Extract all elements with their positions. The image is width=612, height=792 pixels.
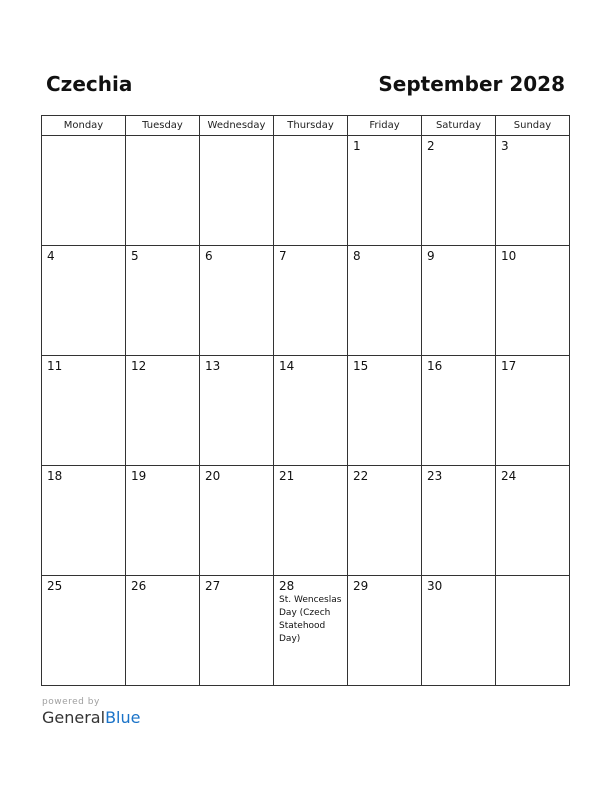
day-number: 29	[353, 579, 369, 593]
day-number: 30	[427, 579, 443, 593]
weekday-header-friday: Friday	[348, 116, 422, 136]
day-cell	[200, 466, 274, 576]
weekday-header-wednesday: Wednesday	[200, 116, 274, 136]
day-cell	[348, 466, 422, 576]
day-number: 18	[47, 469, 63, 483]
day-cell	[496, 466, 570, 576]
day-cell	[126, 466, 200, 576]
day-cell	[42, 576, 126, 686]
day-cell	[200, 136, 274, 246]
day-cell	[422, 576, 496, 686]
day-number: 22	[353, 469, 369, 483]
day-number: 28	[279, 579, 295, 593]
day-number: 3	[501, 139, 509, 153]
day-number: 4	[47, 249, 55, 263]
day-cell	[496, 246, 570, 356]
day-cell	[348, 576, 422, 686]
day-cell	[496, 576, 570, 686]
holiday-label: St. Wenceslas Day (Czech Statehood Day)	[279, 595, 342, 644]
day-cell	[42, 246, 126, 356]
day-cell	[348, 136, 422, 246]
brand-blue-text: Blue	[105, 708, 141, 727]
day-number: 11	[47, 359, 63, 373]
day-number: 8	[353, 249, 361, 263]
country-title: Czechia	[46, 72, 133, 96]
day-number: 12	[131, 359, 147, 373]
day-number: 16	[427, 359, 443, 373]
day-number: 20	[205, 469, 221, 483]
day-cell	[126, 576, 200, 686]
day-cell	[42, 136, 126, 246]
brand-logo[interactable]	[42, 708, 140, 728]
day-number: 23	[427, 469, 443, 483]
day-number: 26	[131, 579, 147, 593]
day-cell	[274, 356, 348, 466]
footer-branding	[42, 696, 140, 728]
day-cell	[348, 356, 422, 466]
day-cell	[200, 356, 274, 466]
day-number: 2	[427, 139, 435, 153]
day-cell	[42, 356, 126, 466]
day-cell	[126, 136, 200, 246]
day-cell	[422, 466, 496, 576]
day-number: 13	[205, 359, 221, 373]
day-cell-holiday	[274, 576, 348, 686]
weekday-header-saturday: Saturday	[422, 116, 496, 136]
weekday-header-monday: Monday	[42, 116, 126, 136]
day-cell	[422, 246, 496, 356]
day-number: 7	[279, 249, 287, 263]
day-number: 14	[279, 359, 295, 373]
day-number: 5	[131, 249, 139, 263]
weekday-header-row	[42, 116, 570, 136]
day-cell	[274, 466, 348, 576]
powered-by-text: powered by	[42, 697, 100, 707]
day-number: 1	[353, 139, 361, 153]
month-year-title: September 2028	[378, 72, 565, 96]
day-number: 25	[47, 579, 63, 593]
day-cell	[200, 246, 274, 356]
day-cell	[348, 246, 422, 356]
week-row	[42, 136, 570, 246]
day-cell	[496, 356, 570, 466]
day-number: 17	[501, 359, 517, 373]
weekday-header-thursday: Thursday	[274, 116, 348, 136]
day-cell	[422, 136, 496, 246]
day-cell	[274, 136, 348, 246]
day-cell	[274, 246, 348, 356]
day-number: 9	[427, 249, 435, 263]
day-cell	[126, 356, 200, 466]
week-row	[42, 576, 570, 686]
brand-general-text: General	[42, 708, 106, 727]
day-number: 27	[205, 579, 221, 593]
day-number: 21	[279, 469, 295, 483]
day-number: 10	[501, 249, 517, 263]
day-cell	[126, 246, 200, 356]
week-row	[42, 356, 570, 466]
day-number: 19	[131, 469, 147, 483]
day-number: 15	[353, 359, 369, 373]
weekday-header-sunday: Sunday	[496, 116, 570, 136]
day-cell	[422, 356, 496, 466]
day-cell	[200, 576, 274, 686]
week-row	[42, 246, 570, 356]
weekday-header-tuesday: Tuesday	[126, 116, 200, 136]
day-number: 24	[501, 469, 517, 483]
day-cell	[42, 466, 126, 576]
calendar-grid	[41, 115, 570, 686]
day-number: 6	[205, 249, 213, 263]
day-cell	[496, 136, 570, 246]
week-row	[42, 466, 570, 576]
